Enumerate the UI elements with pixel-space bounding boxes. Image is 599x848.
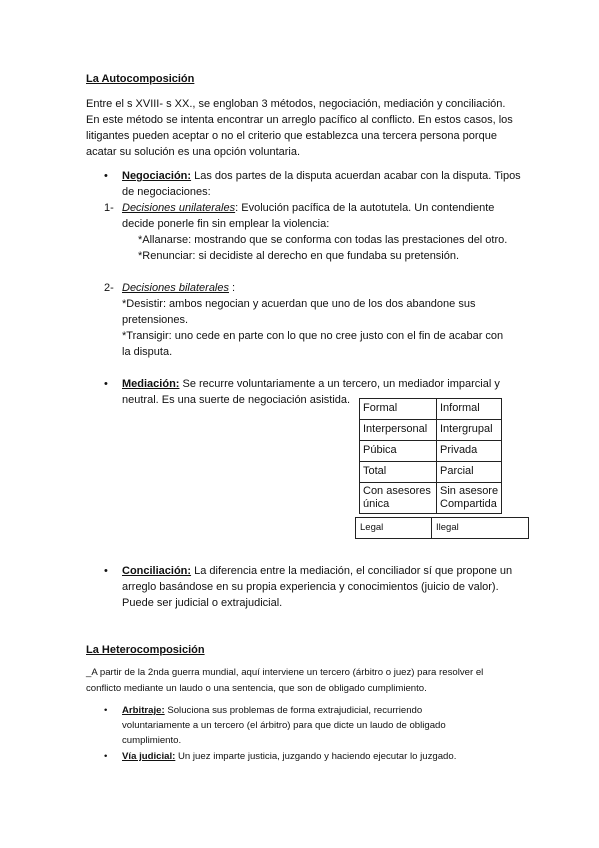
arbitraje-text-1: Soluciona sus problemas de forma extrajudicial, recurriendo: [164, 705, 423, 716]
table-cell: Formal: [360, 399, 437, 420]
conciliacion-label: Conciliación:: [122, 565, 192, 577]
hetero-intro-line-2: conflicto mediante un laudo o una sentencia, que son de obligado cumplimiento.: [86, 683, 427, 694]
hetero-intro-line-1: _A partir de la 2nda guerra mundial, aquí interviene un tercero (árbitro o juez) para resolver el: [86, 667, 484, 678]
table-cell: Interpersonal: [360, 420, 437, 441]
judicial-line-1: [122, 749, 456, 764]
bilaterales-transigir-1: *Transigir: uno cede en parte con lo que no cree justo con el fin de acabar con: [122, 330, 504, 342]
unilaterales-item-allanarse: *Allanarse: mostrando que se conforma con todas las prestaciones del otro.: [138, 234, 508, 246]
bilaterales-label: Decisiones bilaterales: [122, 282, 229, 294]
table-cell: Parcial: [437, 462, 502, 483]
table-cell: Total: [360, 462, 437, 483]
table-cell: Informal: [437, 399, 502, 420]
table-cell: Legal: [356, 518, 432, 539]
judicial-label: Vía judicial:: [122, 751, 176, 762]
conciliacion-line-2: arreglo basándose en su propia experiencia y conocimientos (juicio de valor).: [122, 581, 499, 593]
intro-line-4: acatar su solución es una opción voluntaria.: [86, 146, 301, 158]
table-cell: Ilegal: [432, 518, 529, 539]
table-cell-text: única: [363, 498, 390, 510]
bullet-arbitraje: •: [104, 705, 108, 716]
intro-line-2: En este método se intenta encontrar un arreglo pacífico al conflicto. En estos casos, los: [86, 114, 513, 126]
negociacion-label: Negociación:: [122, 170, 192, 182]
table-cell-text: Sin asesore: [440, 485, 499, 497]
unilaterales-line-2: decide ponerle fin sin emplear la violencia:: [122, 218, 330, 230]
list-number-2: 2-: [104, 282, 114, 294]
negociacion-line-2: de negociaciones:: [122, 186, 211, 198]
section-title-heterocomposicion: La Heterocomposición: [86, 644, 205, 656]
mediacion-label: Mediación:: [122, 378, 180, 390]
mediacion-types-table: [359, 398, 502, 514]
mediacion-line-1: [122, 376, 500, 392]
unilaterales-label: Decisiones unilaterales: [122, 202, 236, 214]
negociacion-text-1: Las dos partes de la disputa acuerdan acabar con la disputa. Tipos: [191, 170, 521, 182]
table-row: [360, 420, 502, 441]
table-cell: Púbica: [360, 441, 437, 462]
bilaterales-text-1: :: [229, 282, 236, 294]
table-row: [360, 462, 502, 483]
table-row: [356, 518, 529, 539]
bullet-mediacion: •: [104, 378, 108, 390]
table-row: [360, 399, 502, 420]
bullet-judicial: •: [104, 751, 108, 762]
arbitraje-line-1: [122, 703, 422, 718]
judicial-text-1: Un juez imparte justicia, juzgando y haciendo ejecutar lo juzgado.: [175, 751, 457, 762]
table-cell: [360, 483, 437, 514]
section-title-autocomposicion: La Autocomposición: [86, 73, 195, 85]
unilaterales-line-1: [122, 200, 494, 216]
arbitraje-line-2: voluntariamente a un tercero (el árbitro) para que dicte un laudo de obligado: [122, 720, 446, 731]
table-cell-text: Compartida: [440, 498, 497, 510]
conciliacion-line-1: [122, 563, 512, 579]
bilaterales-desistir-2: pretensiones.: [122, 314, 189, 326]
intro-line-1: Entre el s XVIII- s XX., se engloban 3 métodos, negociación, mediación y conciliación.: [86, 98, 506, 110]
bullet-conciliacion: •: [104, 565, 108, 577]
unilaterales-text-1: : Evolución pacífica de la autotutela. Un contendiente: [235, 202, 495, 214]
unilaterales-item-renunciar: *Renunciar: si decidiste al derecho en que fundaba su pretensión.: [138, 250, 460, 262]
list-number-1: 1-: [104, 202, 114, 214]
table-cell-text: Con asesores: [363, 485, 431, 497]
bullet-negociacion: •: [104, 170, 108, 182]
legal-table: [355, 517, 529, 539]
intro-line-3: litigantes pueden aceptar o no el criterio que establezca una tercera persona porque: [86, 130, 497, 142]
conciliacion-text-1: La diferencia entre la mediación, el conciliador sí que propone un: [191, 565, 513, 577]
table-row: [360, 483, 502, 514]
negociacion-line-1: [122, 168, 521, 184]
arbitraje-line-3: cumplimiento.: [122, 735, 182, 746]
table-cell: [437, 483, 502, 514]
table-cell: Intergrupal: [437, 420, 502, 441]
bilaterales-line-1: [122, 280, 235, 296]
arbitraje-label: Arbitraje:: [122, 705, 165, 716]
table-cell: Privada: [437, 441, 502, 462]
table-row: [360, 441, 502, 462]
conciliacion-line-3: Puede ser judicial o extrajudicial.: [122, 597, 283, 609]
bilaterales-desistir-1: *Desistir: ambos negocian y acuerdan que uno de los dos abandone sus: [122, 298, 476, 310]
mediacion-text-1: Se recurre voluntariamente a un tercero, un mediador imparcial y: [179, 378, 500, 390]
mediacion-line-2: neutral. Es una suerte de negociación asistida.: [122, 394, 351, 406]
bilaterales-transigir-2: la disputa.: [122, 346, 173, 358]
